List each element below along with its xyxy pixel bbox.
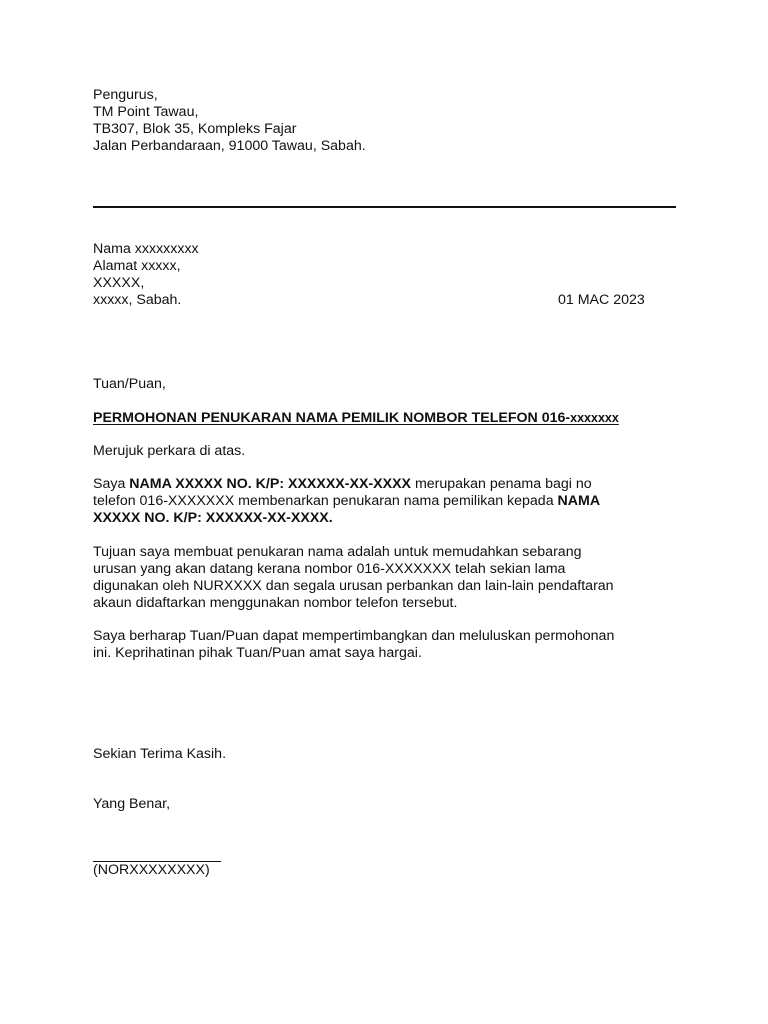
sender-line: Alamat xxxxx, xyxy=(93,258,181,274)
sign-off: Yang Benar, xyxy=(93,796,171,812)
text-run: merupakan penama bagi no xyxy=(411,476,592,492)
paragraph-line: akaun didaftarkan menggunakan nombor telefon tersebut. xyxy=(93,595,458,611)
paragraph-line: ini. Keprihatinan pihak Tuan/Puan amat saya hargai. xyxy=(93,645,422,661)
paragraph-line xyxy=(93,510,683,527)
sender-address xyxy=(93,241,199,309)
recipient-line: Jalan Perbandaraan, 91000 Tawau, Sabah. xyxy=(93,138,366,154)
paragraph-line: Tujuan saya membuat penukaran nama adalah untuk memudahkan sebarang xyxy=(93,544,582,560)
recipient-line: TB307, Blok 35, Kompleks Fajar xyxy=(93,121,297,137)
bold-id: XXXXX NO. K/P: XXXXXX-XX-XXXX. xyxy=(93,510,333,526)
paragraph-request xyxy=(93,628,683,662)
sender-line: xxxxx, Sabah. xyxy=(93,292,182,308)
text-run: Saya xyxy=(93,476,130,492)
paragraph-line: digunakan oleh NURXXXX dan segala urusan perbankan dan lain-lain pendaftaran xyxy=(93,578,614,594)
sender-line: Nama xxxxxxxxx xyxy=(93,241,199,257)
bold-name: NAMA xyxy=(557,493,601,509)
divider-rule xyxy=(93,206,676,208)
recipient-line: Pengurus, xyxy=(93,87,158,103)
subject-suffix: xxxxxxx xyxy=(570,411,619,425)
paragraph-line: Saya berharap Tuan/Puan dapat mempertimbangkan dan meluluskan permohonan xyxy=(93,628,615,644)
signatory-name: (NORXXXXXXXX) xyxy=(93,862,210,878)
recipient-address xyxy=(93,87,366,155)
subject-main: PERMOHONAN PENUKARAN NAMA PEMILIK NOMBOR TELEFON 016- xyxy=(93,410,571,426)
paragraph-line xyxy=(93,493,683,510)
paragraph-purpose xyxy=(93,544,683,612)
sender-line: XXXXX, xyxy=(93,275,145,291)
paragraph-line: urusan yang akan datang kerana nombor 016-XXXXXXX telah sekian lama xyxy=(93,561,566,577)
recipient-line: TM Point Tawau, xyxy=(93,104,199,120)
paragraph-line xyxy=(93,476,683,493)
closing-line: Sekian Terima Kasih. xyxy=(93,746,227,762)
letter-date: 01 MAC 2023 xyxy=(558,292,645,308)
reference-line: Merujuk perkara di atas. xyxy=(93,443,246,459)
paragraph-authorization xyxy=(93,476,683,527)
salutation: Tuan/Puan, xyxy=(93,376,166,392)
text-run: telefon 016-XXXXXXX membenarkan penukaran nama pemilikan kepada xyxy=(93,493,558,509)
bold-name-id: NAMA XXXXX NO. K/P: XXXXXX-XX-XXXX xyxy=(129,476,411,492)
letter-subject xyxy=(93,410,619,427)
